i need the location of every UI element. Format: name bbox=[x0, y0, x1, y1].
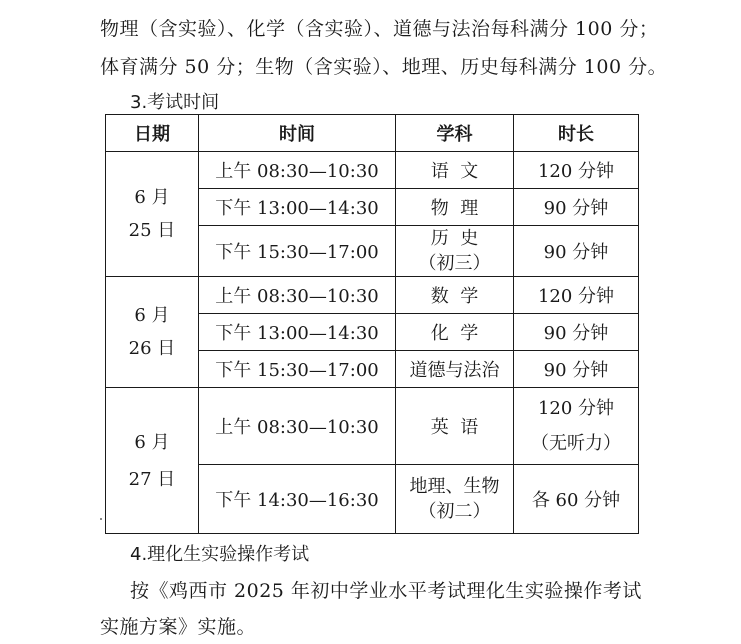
time-cell: 下午 13:00—14:30 bbox=[199, 189, 396, 226]
scan-speck bbox=[100, 518, 102, 520]
header-subject: 学科 bbox=[396, 115, 514, 152]
date-month: 6 月 bbox=[134, 431, 170, 453]
time-cell: 上午 08:30—10:30 bbox=[199, 277, 396, 314]
table-row bbox=[106, 388, 639, 465]
section-4-title: 4.理化生实验操作考试 bbox=[130, 544, 310, 565]
date-day: 27 日 bbox=[128, 468, 176, 490]
subject-cell bbox=[396, 226, 514, 277]
section-4-line-2: 实施方案》实施。 bbox=[100, 616, 257, 638]
time-cell: 下午 15:30—17:00 bbox=[199, 351, 396, 388]
date-cell bbox=[106, 152, 199, 277]
subject-cell: 英 语 bbox=[396, 388, 514, 465]
section-4-line-1: 按《鸡西市 2025 年初中学业水平考试理化生实验操作考试 bbox=[130, 580, 642, 602]
intro-line-1: 物理（含实验）、化学（含实验）、道德与法治每科满分 100 分； bbox=[100, 18, 659, 40]
header-duration: 时长 bbox=[514, 115, 639, 152]
intro-line-2: 体育满分 50 分；生物（含实验）、地理、历史每科满分 100 分。 bbox=[100, 56, 668, 78]
duration-cell: 90 分钟 bbox=[514, 314, 639, 351]
subject-cell: 化 学 bbox=[396, 314, 514, 351]
subject-line-1: 地理、生物 bbox=[409, 476, 500, 497]
date-day: 26 日 bbox=[128, 338, 176, 359]
duration-cell: 90 分钟 bbox=[514, 226, 639, 277]
table-row bbox=[106, 152, 639, 189]
duration-cell: 120 分钟 bbox=[514, 277, 639, 314]
subject-line-2: （初二） bbox=[418, 501, 491, 522]
time-cell: 下午 13:00—14:30 bbox=[199, 314, 396, 351]
subject-cell: 道德与法治 bbox=[396, 351, 514, 388]
time-cell: 上午 08:30—10:30 bbox=[199, 388, 396, 465]
duration-line-1: 120 分钟 bbox=[537, 398, 615, 419]
exam-schedule-table bbox=[105, 114, 639, 534]
duration-cell: 各 60 分钟 bbox=[514, 465, 639, 534]
duration-cell: 90 分钟 bbox=[514, 189, 639, 226]
date-day: 25 日 bbox=[128, 220, 176, 241]
table-row bbox=[106, 277, 639, 314]
date-month: 6 月 bbox=[134, 305, 170, 326]
header-time: 时间 bbox=[199, 115, 396, 152]
subject-cell: 物 理 bbox=[396, 189, 514, 226]
date-month: 6 月 bbox=[134, 187, 170, 208]
time-cell: 上午 08:30—10:30 bbox=[199, 152, 396, 189]
subject-cell: 语 文 bbox=[396, 152, 514, 189]
date-cell bbox=[106, 388, 199, 534]
duration-line-2: （无听力） bbox=[531, 433, 621, 454]
section-3-title: 3.考试时间 bbox=[130, 92, 220, 113]
date-cell bbox=[106, 277, 199, 388]
subject-cell bbox=[396, 465, 514, 534]
subject-line-1: 历 史 bbox=[430, 228, 479, 249]
duration-cell: 90 分钟 bbox=[514, 351, 639, 388]
subject-line-2: （初三） bbox=[418, 253, 491, 274]
table-header-row bbox=[106, 115, 639, 152]
header-date: 日期 bbox=[106, 115, 199, 152]
duration-cell bbox=[514, 388, 639, 465]
time-cell: 下午 14:30—16:30 bbox=[199, 465, 396, 534]
subject-cell: 数 学 bbox=[396, 277, 514, 314]
time-cell: 下午 15:30—17:00 bbox=[199, 226, 396, 277]
duration-cell: 120 分钟 bbox=[514, 152, 639, 189]
